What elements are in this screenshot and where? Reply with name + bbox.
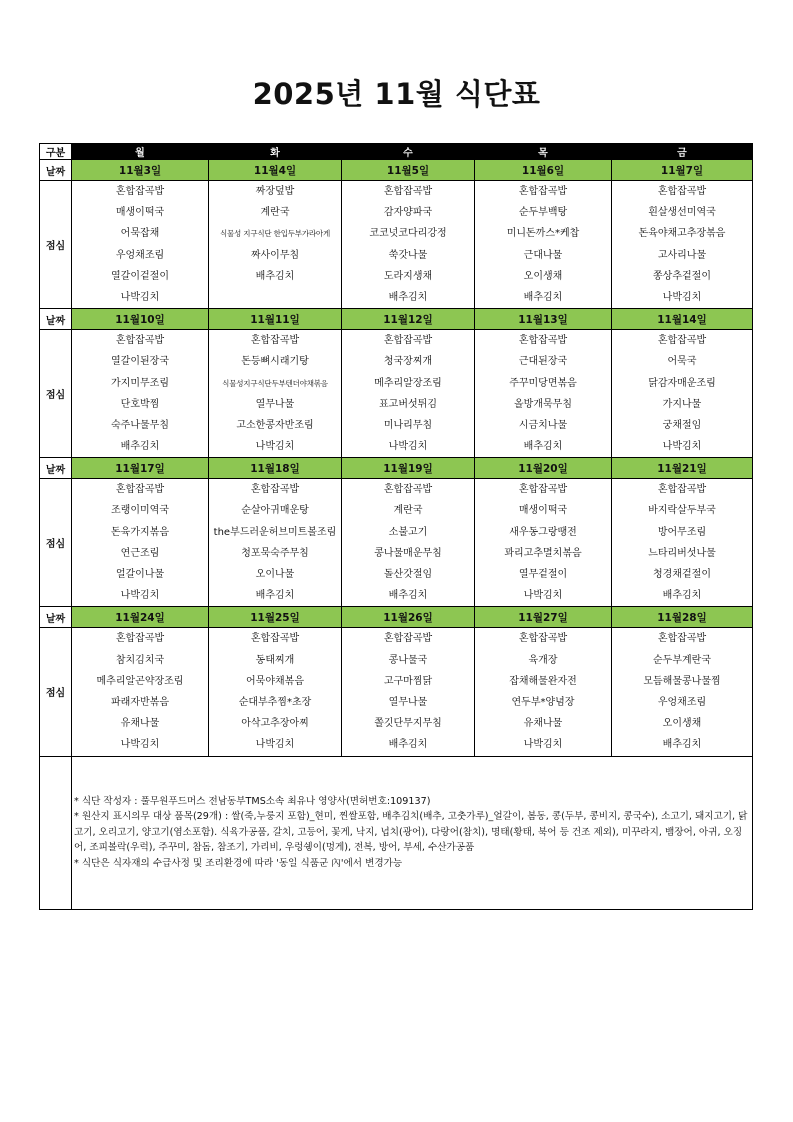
menu-item: 나박김치: [388, 441, 428, 453]
meal-cell: [209, 330, 342, 458]
menu-item: 열무겉절이: [518, 569, 568, 580]
note-line: * 원산지 표시의무 대상 품목(29개) : 쌀(죽,누룽지 포함)_현미, 찐쌀포함, 배추김치(배추, 고춧가루)_얼갈이, 봄동, 콩(두부, 콩비지, 콩국수), 소고기, 돼지고기, 닭고기, 오리고기, 양고기(염소포함). 식육가공품, 갈치, 고등어, 꽃게, 낙지, 넙치(광어), 다랑어(참치), 명태(황태, 북어 등 건조 제외), 미꾸라지, 뱀장어, 아귀, 오징어, 조피볼락(우럭), 주꾸미, 참돔, 참조기, 가리비, 우렁쉥이(멍게), 전복, 방어, 부세, 수산가공품: [74, 811, 748, 854]
meal-cell: [612, 330, 753, 458]
menu-item: 오이나물: [255, 569, 295, 580]
menu-item: 매생이떡국: [518, 505, 568, 517]
menu-item: 순두부백탕: [518, 207, 568, 219]
day-header-row: [40, 144, 753, 160]
menu-item: 표고버섯튀김: [379, 398, 437, 410]
menu-item: 궁채절임: [662, 419, 702, 431]
menu-item: 혼합잡곡밥: [115, 186, 165, 197]
meal-cell: [612, 181, 753, 309]
menu-item: 우엉채조림: [115, 249, 165, 261]
menu-item: 나박김치: [255, 739, 295, 751]
menu-item: 오이생채: [523, 270, 563, 282]
meal-cell: [475, 479, 612, 607]
meal-cell: [342, 479, 475, 607]
menu-item: 배추김치: [388, 291, 428, 303]
menu-item: 시금치나물: [518, 419, 568, 431]
menu-item: 혼합잡곡밥: [383, 633, 433, 645]
note-line: * 식단 작성자 : 풀무원푸드머스 전남동부TMS소속 최유나 영양사(면허번호:109137): [74, 795, 431, 807]
menu-item: 혼합잡곡밥: [657, 335, 707, 347]
date-label: 날짜: [40, 160, 72, 181]
menu-item: 배추김치: [523, 441, 563, 453]
day-header: 월: [72, 144, 209, 160]
menu-item: 올방개묵무침: [514, 398, 572, 410]
menu-item: 가지미무조림: [111, 377, 169, 389]
notes-row: [40, 756, 753, 909]
date-cell: 11월13일: [475, 309, 612, 330]
menu-item: 쫄깃단무지무침: [374, 718, 442, 730]
lunch-label: 점심: [40, 479, 72, 607]
menu-item: 순두부계란국: [653, 654, 711, 666]
menu-item: 콩나물국: [388, 654, 428, 666]
menu-item: 돈등뼈시래기탕: [241, 356, 309, 368]
menu-item: 연두부*양념장: [511, 696, 575, 708]
menu-item: 배추김치: [255, 270, 295, 282]
menu-item: 나박김치: [662, 441, 702, 453]
menu-item: 메추리알장조림: [374, 377, 442, 389]
menu-item: 모듬해물콩나물찜: [643, 675, 721, 687]
menu-item: 짜장덮밥: [255, 186, 295, 197]
menu-item: 고구마찜닭: [383, 675, 433, 687]
date-label: 날짜: [40, 607, 72, 628]
meal-cell: [209, 181, 342, 309]
menu-item: 열무나물: [255, 398, 295, 410]
menu-item: 돈육야채고추장볶음: [638, 228, 726, 240]
menu-item: 어묵잡채: [120, 228, 160, 240]
menu-item: 바지락살두부국: [648, 505, 716, 517]
meal-cell: [72, 479, 209, 607]
meal-cell: [72, 330, 209, 458]
meal-cell: [612, 479, 753, 607]
menu-item: 감자양파국: [383, 207, 433, 219]
lunch-row: [40, 330, 753, 458]
date-cell: 11월10일: [72, 309, 209, 330]
meal-cell: [475, 181, 612, 309]
menu-item: 방어무조림: [657, 526, 707, 538]
menu-item: 열갈이된장국: [111, 356, 169, 368]
menu-table: [39, 143, 753, 910]
menu-item: 소불고기: [388, 526, 428, 538]
menu-item: 어묵야채볶음: [246, 675, 304, 687]
date-cell: 11월4일: [209, 160, 342, 181]
menu-item: 혼합잡곡밥: [250, 633, 300, 645]
menu-item: 혼합잡곡밥: [657, 186, 707, 197]
menu-item: 육개장: [528, 654, 558, 666]
notes-cell: [72, 756, 753, 909]
date-row: [40, 607, 753, 628]
menu-item: 나박김치: [523, 739, 563, 751]
date-cell: 11월12일: [342, 309, 475, 330]
menu-item: 유채나물: [120, 718, 160, 730]
menu-item: 혼합잡곡밥: [518, 484, 568, 496]
menu-item: 계란국: [260, 207, 290, 219]
menu-item: 단호박찜: [120, 398, 160, 410]
menu-item: 혼합잡곡밥: [518, 186, 568, 197]
menu-item: 식물성지구식단두부텐더야채볶음: [222, 378, 328, 388]
menu-item: 어묵국: [667, 356, 697, 368]
lunch-label: 점심: [40, 628, 72, 756]
category-label: 구분: [40, 144, 72, 160]
date-cell: 11월5일: [342, 160, 475, 181]
menu-item: 잡채해물완자전: [509, 675, 577, 687]
date-cell: 11월25일: [209, 607, 342, 628]
menu-item: 혼합잡곡밥: [518, 335, 568, 347]
date-cell: 11월7일: [612, 160, 753, 181]
menu-item: 흰살생선미역국: [648, 207, 716, 219]
menu-item: the부드러운허브미트볼조림: [213, 526, 337, 538]
date-cell: 11월19일: [342, 458, 475, 479]
menu-item: 코코넛코다리강정: [369, 228, 447, 240]
meal-cell: [612, 628, 753, 756]
menu-item: 주꾸미당면볶음: [509, 377, 577, 389]
meal-cell: [342, 628, 475, 756]
menu-item: 아삭고추장아찌: [241, 718, 309, 730]
menu-item: 나박김치: [255, 441, 295, 453]
menu-item: 콩나물매운무침: [374, 547, 442, 559]
menu-item: 메추리알곤약장조림: [96, 675, 184, 687]
menu-item: 근대된장국: [518, 356, 568, 368]
lunch-row: [40, 479, 753, 607]
date-cell: 11월3일: [72, 160, 209, 181]
menu-item: 나박김치: [662, 291, 702, 303]
lunch-row: [40, 181, 753, 309]
menu-item: 혼합잡곡밥: [115, 335, 165, 347]
notes: [72, 757, 752, 872]
page-title: 2025년 11월 식단표: [252, 77, 541, 111]
date-cell: 11월26일: [342, 607, 475, 628]
menu-item: [209, 287, 341, 308]
menu-item: 숙주나물무침: [111, 419, 169, 431]
menu-item: 나박김치: [120, 739, 160, 751]
menu-item: 우엉채조림: [657, 696, 707, 708]
day-header: 수: [342, 144, 475, 160]
menu-item: 꽈리고추멸치볶음: [504, 547, 582, 559]
menu-item: 미나리무침: [383, 419, 433, 431]
menu-item: 배추김치: [662, 590, 702, 602]
lunch-row: [40, 628, 753, 756]
date-cell: 11월6일: [475, 160, 612, 181]
menu-item: 연근조림: [120, 547, 160, 559]
menu-item: 오이생채: [662, 718, 702, 730]
menu-item: 혼합잡곡밥: [657, 484, 707, 496]
note-line: * 식단은 식자재의 수급사정 및 조리환경에 따라 '동일 식품군 內'에서 변경가능: [74, 857, 403, 869]
menu-item: 도라지생채: [383, 270, 433, 282]
menu-item: 열무나물: [388, 696, 428, 708]
menu-item: 청국장찌개: [383, 356, 433, 368]
menu-item: 혼합잡곡밥: [383, 335, 433, 347]
menu-item: 순대부추찜*초장: [238, 696, 312, 708]
menu-item: 닭감자매운조림: [648, 377, 716, 389]
date-cell: 11월24일: [72, 607, 209, 628]
menu-item: 파래자반볶음: [111, 696, 169, 708]
date-label: 날짜: [40, 458, 72, 479]
menu-item: 동태찌개: [255, 654, 295, 666]
menu-item: 혼합잡곡밥: [383, 484, 433, 496]
date-row: [40, 458, 753, 479]
menu-item: 미니돈까스*케찹: [506, 228, 580, 240]
menu-item: 나박김치: [120, 291, 160, 303]
menu-item: 계란국: [393, 505, 423, 517]
day-header: 목: [475, 144, 612, 160]
meal-cell: [72, 628, 209, 756]
lunch-label: 점심: [40, 181, 72, 309]
menu-item: 식물성 지구식단 한입두부가라아게: [219, 229, 331, 239]
menu-item: 얼갈이나물: [115, 569, 165, 580]
meal-cell: [209, 479, 342, 607]
menu-item: 참치김치국: [115, 654, 165, 666]
meal-cell: [72, 181, 209, 309]
date-cell: 11월17일: [72, 458, 209, 479]
notes-label: [40, 756, 72, 909]
meal-cell: [342, 181, 475, 309]
menu-item: 매생이떡국: [115, 207, 165, 219]
date-cell: 11월20일: [475, 458, 612, 479]
meal-cell: [342, 330, 475, 458]
menu-item: 배추김치: [388, 590, 428, 602]
menu-item: 쑥갓나물: [388, 249, 428, 261]
menu-item: 고소한콩자반조림: [236, 419, 314, 431]
menu-item: 혼합잡곡밥: [383, 186, 433, 197]
menu-item: 혼합잡곡밥: [250, 484, 300, 496]
lunch-label: 점심: [40, 330, 72, 458]
menu-item: 열갈이겉절이: [111, 270, 169, 282]
menu-item: 청경채겉절이: [653, 569, 711, 580]
menu-item: 고사리나물: [657, 249, 707, 261]
menu-item: 조랭이미역국: [111, 505, 169, 517]
menu-item: 쫑상추겉절이: [653, 270, 711, 282]
menu-item: 배추김치: [523, 291, 563, 303]
day-header: 화: [209, 144, 342, 160]
menu-item: 유채나물: [523, 718, 563, 730]
date-cell: 11월11일: [209, 309, 342, 330]
date-cell: 11월28일: [612, 607, 753, 628]
menu-item: 배추김치: [388, 739, 428, 751]
meal-cell: [475, 330, 612, 458]
date-cell: 11월18일: [209, 458, 342, 479]
menu-item: 혼합잡곡밥: [657, 633, 707, 645]
menu-item: 혼합잡곡밥: [250, 335, 300, 347]
date-row: [40, 160, 753, 181]
menu-item: 배추김치: [662, 739, 702, 751]
menu-item: 혼합잡곡밥: [518, 633, 568, 645]
date-cell: 11월21일: [612, 458, 753, 479]
menu-item: 느타리버섯나물: [648, 547, 716, 559]
date-cell: 11월14일: [612, 309, 753, 330]
day-header: 금: [612, 144, 753, 160]
date-label: 날짜: [40, 309, 72, 330]
menu-item: 순살아귀매운탕: [241, 505, 309, 517]
menu-item: 근대나물: [523, 249, 563, 261]
menu-item: 돌산갓절임: [383, 569, 433, 580]
menu-item: 짜사이무침: [250, 249, 300, 261]
meal-cell: [209, 628, 342, 756]
menu-item: 배추김치: [255, 590, 295, 602]
date-cell: 11월27일: [475, 607, 612, 628]
meal-cell: [475, 628, 612, 756]
menu-item: 나박김치: [523, 590, 563, 602]
menu-item: 나박김치: [120, 590, 160, 602]
menu-item: 혼합잡곡밥: [115, 633, 165, 645]
menu-item: 가지나물: [662, 398, 702, 410]
menu-item: 배추김치: [120, 441, 160, 453]
menu-item: 혼합잡곡밥: [115, 484, 165, 496]
menu-item: 청포묵숙주무침: [241, 547, 309, 559]
menu-item: 새우동그랑땡전: [509, 526, 577, 538]
date-row: [40, 309, 753, 330]
menu-item: 돈육가지볶음: [111, 526, 169, 538]
